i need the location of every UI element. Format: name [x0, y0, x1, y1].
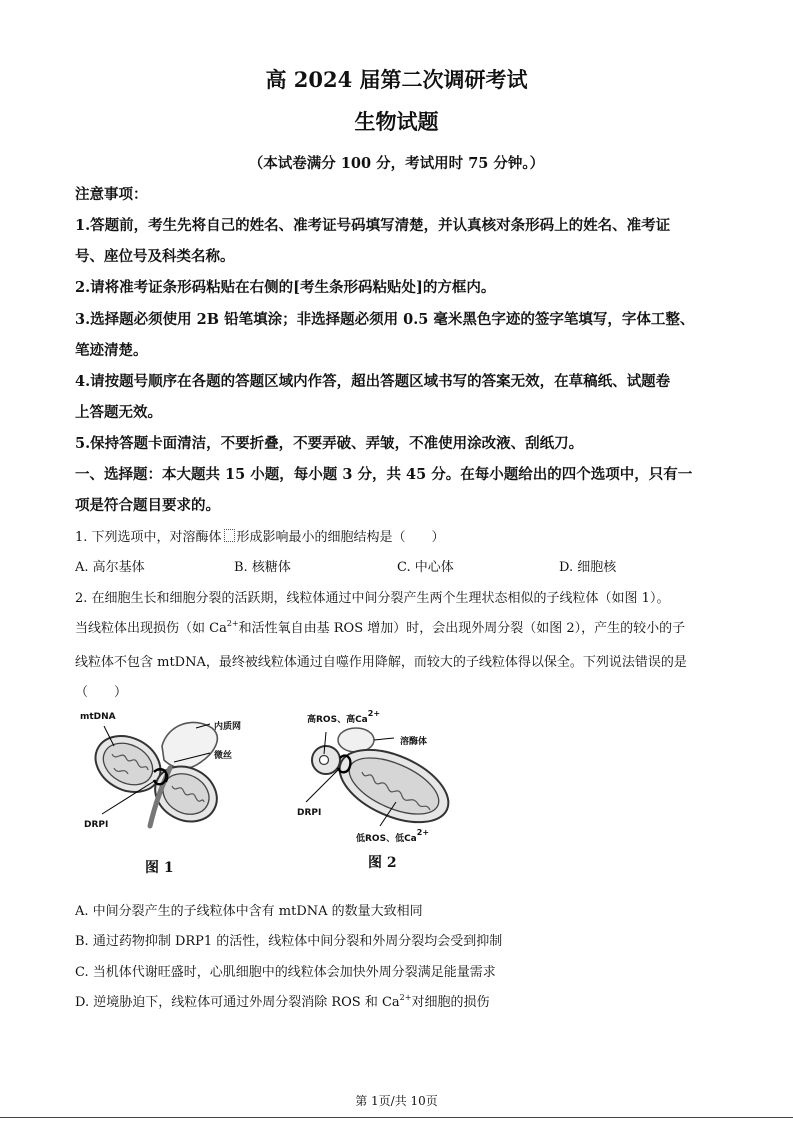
page-footer: 第 1页/共 10页: [355, 1094, 438, 1108]
q2-option-c: C. 当机体代谢旺盛时，心肌细胞中的线粒体会加快外周分裂满足能量需求: [75, 965, 496, 980]
notice-heading: 注意事项：: [75, 186, 148, 203]
fig2-caption: 图 2: [368, 855, 397, 871]
q2-option-d-b: 对细胞的损伤: [411, 995, 490, 1010]
q2-stem-line4: （ ）: [75, 685, 128, 700]
er-shape: [162, 722, 217, 768]
q1-option-c: C. 中心体: [397, 560, 454, 575]
q2-option-a: A. 中间分裂产生的子线粒体中含有 mtDNA 的数量大致相同: [75, 904, 423, 919]
exam-info: （本试卷满分 100 分，考试用时 75 分钟。）: [248, 155, 545, 172]
q2-option-b: B. 通过药物抑制 DRP1 的活性，线粒体中间分裂和外周分裂均会受到抑制: [75, 934, 503, 949]
notice-item-2: 2.请将准考证条形码粘贴在右侧的[考生条形码粘贴处]的方框内。: [75, 279, 496, 296]
q2-stem-line2-a: 当线粒体出现损伤（如 Ca: [75, 621, 227, 636]
q2-stem-line1: 2. 在细胞生长和细胞分裂的活跃期，线粒体通过中间分裂产生两个生理状态相似的子线粒体（如图 1）。: [75, 591, 670, 606]
q1-option-b: B. 核糖体: [234, 560, 291, 575]
exam-title: 高 2024 届第二次调研考试: [265, 67, 528, 92]
fig1-label-microfilament: 微丝: [214, 751, 233, 761]
notice-item-3: 3.选择题必须使用 2B 铅笔填涂；非选择题必须用 0.5 毫米黑色字迹的签字笔填写，字体工整、: [75, 311, 695, 328]
fig1-label-er: 内质网: [214, 722, 242, 732]
fig2-label-lysosome: 溶酶体: [400, 737, 428, 747]
lysosome-shape: [338, 728, 374, 752]
fig2-label-drp: DRPI: [297, 808, 322, 818]
q1-stem-part2: 形成影响最小的细胞结构是（ ）: [236, 530, 445, 545]
figure-2-diagram: [300, 722, 470, 842]
notice-item-3-cont: 笔迹清楚。: [75, 342, 148, 359]
fig2-label-low-text: 低ROS、低Ca: [356, 834, 417, 844]
fig1-label-drp: DRPI: [84, 820, 109, 830]
fig1-label-mtdna: mtDNA: [80, 712, 116, 722]
notice-item-1: 1.答题前，考生先将自己的姓名、准考证号码填写清楚，并认真核对条形码上的姓名、准考证: [75, 217, 671, 234]
bottom-rule: [0, 1117, 793, 1118]
q1-option-d: D. 细胞核: [559, 560, 617, 575]
subject-title: 生物试题: [354, 109, 439, 134]
q2-stem-line3: 线粒体不包含 mtDNA，最终被线粒体通过自噬作用降解，而较大的子线粒体得以保全。下列说法错误的是: [75, 655, 687, 670]
section-heading: 一、选择题：本大题共 15 小题，每小题 3 分，共 45 分。在每小题给出的四个选项中，只有一: [75, 466, 693, 483]
notice-item-1-cont: 号、座位号及科类名称。: [75, 248, 235, 265]
fig2-label-high-sup: 2+: [367, 709, 381, 718]
fig2-label-low-sup: 2+: [416, 828, 430, 837]
notice-item-4-cont: 上答题无效。: [75, 404, 162, 421]
notice-item-4: 4.请按题号顺序在各题的答题区域内作答，超出答题区域书写的答案无效，在草稿纸、试题卷: [75, 373, 671, 390]
fig2-label-high-text: 高ROS、高Ca: [307, 715, 368, 725]
q1-option-a: A. 高尔基体: [75, 560, 145, 575]
ocr-artifact-icon: [224, 529, 235, 542]
fig1-caption: 图 1: [145, 860, 174, 876]
q2-option-d: [75, 991, 489, 1010]
q2-option-d-sup: 2+: [399, 993, 412, 1002]
q2-stem-line2: [75, 617, 685, 636]
q2-ca-superscript: 2+: [226, 619, 239, 628]
fig2-label-low: [356, 828, 430, 844]
notice-item-5: 5.保持答题卡面清洁，不要折叠，不要弄破、弄皱，不准使用涂改液、刮纸刀。: [75, 435, 584, 452]
section-heading-cont: 项是符合题目要求的。: [75, 497, 220, 514]
fig2-label-high: [307, 709, 381, 725]
q2-option-d-a: D. 逆境胁迫下，线粒体可通过外周分裂消除 ROS 和 Ca: [75, 995, 400, 1010]
q1-stem: [75, 526, 445, 545]
q1-stem-part1: 1. 下列选项中，对溶酶体: [75, 530, 222, 545]
q2-stem-line2-b: 和活性氧自由基 ROS 增加）时，会出现外周分裂（如图 2），产生的较小的子: [238, 621, 686, 636]
